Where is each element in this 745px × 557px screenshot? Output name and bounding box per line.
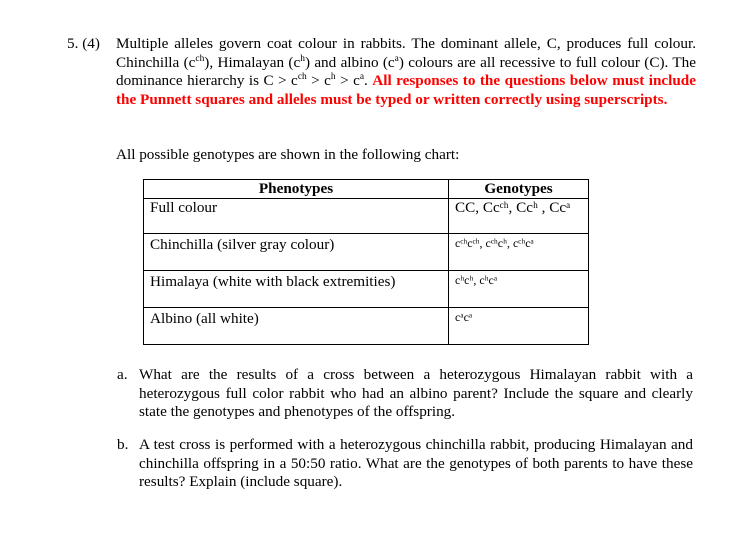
intro-text-1: Multiple alleles govern coat colour in rabbits. The dominant allele, C, produces full colour. Chinchilla (c	[116, 35, 696, 71]
intro-text-7: .	[364, 72, 373, 89]
superscript-h: h	[300, 53, 305, 64]
superscript-h-2: h	[330, 71, 336, 82]
chart-intro: All possible genotypes are shown in the following chart:	[116, 146, 460, 163]
instruction-red-text: All responses to the questions below must include the Punnett squares and alleles must be typed or written correctly using superscripts.	[116, 72, 696, 108]
phenotype-cell: Albino (all white)	[144, 308, 449, 345]
part-a-text: What are the results of a cross between a heterozygous Himalayan rabbit with a heterozygous full color rabbit who had an albino parent? Include the square and clearly state the genotypes and phenotypes of the offspring.	[139, 366, 693, 420]
genotype-cell: cᵃcᵃ	[449, 308, 589, 345]
genotype-table	[143, 179, 589, 345]
phenotype-cell: Full colour	[144, 199, 449, 234]
part-b-text: A test cross is performed with a heterozygous chinchilla rabbit, producing Himalayan and chinchilla offspring in a 50:50 ratio. What are the genotypes of both parents to have these results? Explain (include square).	[139, 436, 693, 490]
genotype-cell: cᶜʰcᶜʰ, cᶜʰcʰ, cᶜʰcᵃ	[449, 234, 589, 271]
question-number: 5. (4)	[67, 35, 100, 52]
superscript-ch-2: ch	[297, 71, 307, 82]
intro-text-2: ), Himalayan (c	[204, 53, 301, 71]
question-body	[116, 35, 696, 109]
superscript-a: a	[394, 53, 399, 64]
genotype-cell: CC, Ccᶜʰ, Ccʰ , Ccᵃ	[449, 199, 589, 234]
intro-text-5: > c	[306, 72, 331, 89]
intro-text-4: ) colours are all recessive to full colour (C). The dominance hierarchy is C > c	[116, 53, 696, 89]
table-row	[144, 234, 589, 271]
header-genotypes: Genotypes	[449, 180, 589, 199]
phenotype-cell: Himalaya (white with black extremities)	[144, 271, 449, 308]
intro-text-3: ) and albino (c	[304, 53, 395, 71]
table-row	[144, 199, 589, 234]
part-a-label: a.	[117, 366, 128, 383]
genotype-cell: cʰcʰ, cʰcᵃ	[449, 271, 589, 308]
intro-text-6: > c	[335, 72, 360, 89]
table-header-row	[144, 180, 589, 199]
phenotype-cell: Chinchilla (silver gray colour)	[144, 234, 449, 271]
superscript-ch: ch	[195, 53, 205, 64]
table-row	[144, 271, 589, 308]
superscript-a-2: a	[359, 71, 365, 82]
header-phenotypes: Phenotypes	[144, 180, 449, 199]
part-b-label: b.	[117, 436, 129, 453]
part-b	[117, 436, 693, 492]
table-row	[144, 308, 589, 345]
part-a	[117, 366, 693, 422]
